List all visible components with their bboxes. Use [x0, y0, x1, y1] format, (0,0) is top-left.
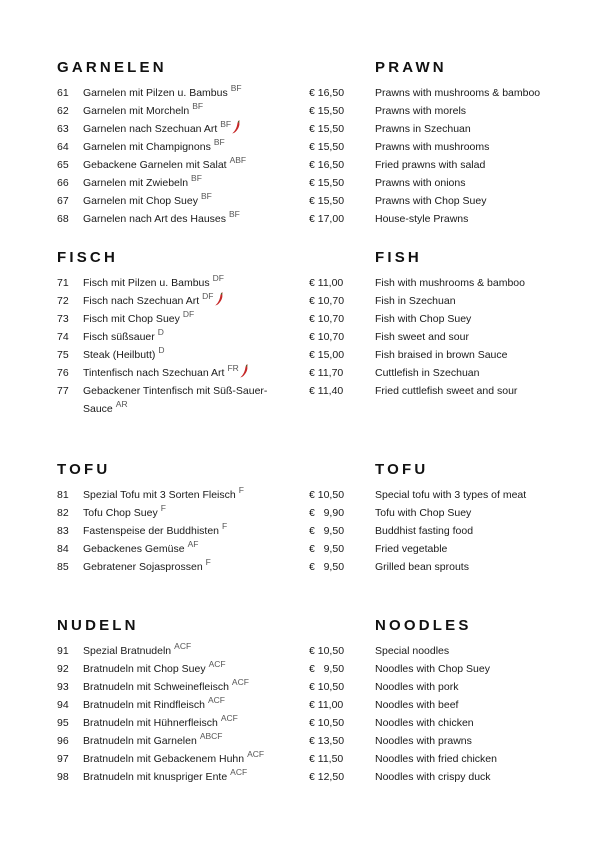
item-number: 74 — [57, 331, 69, 343]
item-name-en: Noodles with crispy duck — [375, 771, 491, 783]
menu-item — [0, 328, 595, 346]
section-title-de: TOFU — [57, 461, 111, 478]
item-name-de — [83, 102, 288, 120]
item-name-en: Fried cuttlefish sweet and sour — [375, 385, 518, 397]
allergen-codes: AF — [187, 539, 199, 549]
menu-item — [0, 174, 595, 192]
menu-item — [0, 486, 595, 504]
allergen-codes: D — [157, 327, 164, 337]
item-name-de — [83, 714, 288, 732]
item-name-en: Grilled bean sprouts — [375, 561, 469, 573]
section-title-en: FISH — [375, 249, 422, 266]
item-name-de-text: Garnelen mit Zwiebeln — [83, 177, 189, 189]
item-price: € 10,70 — [309, 313, 345, 325]
item-name-de-text: Bratnudeln mit knuspriger Ente — [83, 771, 228, 783]
item-number: 68 — [57, 213, 69, 225]
item-number: 94 — [57, 699, 69, 711]
item-name-en: Buddhist fasting food — [375, 525, 474, 537]
item-number: 98 — [57, 771, 69, 783]
menu-item — [0, 522, 595, 540]
item-price: € 11,50 — [309, 753, 344, 765]
item-number: 96 — [57, 735, 69, 747]
item-name-en: Prawns with mushrooms — [375, 141, 490, 153]
item-number: 92 — [57, 663, 69, 675]
item-name-de — [83, 732, 288, 750]
item-name-de-text: Tofu Chop Suey — [83, 507, 158, 519]
item-price: € 15,50 — [309, 195, 345, 207]
item-name-de-text: Garnelen nach Art des Hauses — [83, 213, 227, 225]
item-name-de — [83, 346, 288, 364]
section-title-de: FISCH — [57, 249, 118, 266]
item-price: € 15,50 — [309, 177, 345, 189]
item-price: € 15,00 — [309, 349, 345, 361]
item-name-en: Prawns with morels — [375, 105, 467, 117]
item-name-de — [83, 558, 288, 576]
allergen-codes: DF — [202, 291, 214, 301]
item-number: 66 — [57, 177, 69, 189]
item-price: € 11,00 — [309, 277, 344, 289]
allergen-codes: BF — [191, 173, 202, 183]
allergen-codes: ABCF — [199, 731, 223, 741]
item-number: 67 — [57, 195, 69, 207]
menu-item — [0, 102, 595, 120]
item-price: € 9,90 — [309, 507, 345, 519]
item-price: € 10,70 — [309, 295, 345, 307]
item-name-de-text: Bratnudeln mit Garnelen — [83, 735, 197, 747]
item-name-de — [83, 522, 288, 540]
item-name-de-text: Steak (Heilbutt) — [83, 349, 156, 361]
item-name-de — [83, 678, 288, 696]
item-number: 62 — [57, 105, 69, 117]
section-title-en: NOODLES — [375, 617, 472, 634]
item-name-de — [83, 210, 288, 228]
allergen-codes: AR — [115, 399, 128, 409]
item-price: € 10,50 — [309, 681, 345, 693]
item-name-en: Fish sweet and sour — [375, 331, 469, 343]
item-number: 64 — [57, 141, 69, 153]
item-name-de-text: Gebackenes Gemüse — [83, 543, 185, 555]
item-name-de — [83, 120, 288, 140]
item-number: 72 — [57, 295, 69, 307]
item-number: 71 — [57, 277, 69, 289]
menu-item — [0, 678, 595, 696]
item-name-en: Noodles with prawns — [375, 735, 472, 747]
item-name-de — [83, 192, 288, 210]
item-name-de-text: Bratnudeln mit Rindfleisch — [83, 699, 205, 711]
item-name-de-text: Bratnudeln mit Schweinefleisch — [83, 681, 229, 693]
menu-item — [0, 642, 595, 660]
item-name-en: Prawns with Chop Suey — [375, 195, 487, 207]
menu-item — [0, 310, 595, 328]
item-number: 93 — [57, 681, 69, 693]
item-name-de-text: Bratnudeln mit Chop Suey — [83, 663, 206, 675]
item-name-de-text: Gebackener Tintenfisch mit Süß-Sauer-Sauce — [83, 385, 268, 415]
menu-item — [0, 382, 595, 418]
item-name-de — [83, 364, 288, 384]
item-price: € 15,50 — [309, 141, 345, 153]
allergen-codes: BF — [213, 137, 225, 147]
item-price: € 16,50 — [309, 159, 345, 171]
chili-pepper-icon — [215, 292, 224, 312]
menu-item — [0, 84, 595, 102]
item-name-de — [83, 84, 288, 102]
item-name-de — [83, 310, 288, 328]
menu-item — [0, 120, 595, 138]
menu-item — [0, 750, 595, 768]
item-number: 85 — [57, 561, 69, 573]
item-price: € 11,00 — [309, 699, 344, 711]
item-number: 76 — [57, 367, 69, 379]
allergen-codes: ABF — [229, 155, 247, 165]
allergen-codes: F — [160, 503, 166, 513]
item-name-de-text: Gebackene Garnelen mit Salat — [83, 159, 227, 171]
allergen-codes: ACF — [231, 677, 249, 687]
item-number: 97 — [57, 753, 69, 765]
item-name-en: Prawns with onions — [375, 177, 466, 189]
chili-pepper-icon — [240, 364, 249, 384]
menu-item — [0, 192, 595, 210]
item-price: € 9,50 — [309, 663, 345, 675]
menu-item — [0, 210, 595, 228]
item-price: € 9,50 — [309, 525, 345, 537]
item-name-de-text: Garnelen mit Chop Suey — [83, 195, 198, 207]
item-name-en: Cuttlefish in Szechuan — [375, 367, 480, 379]
item-name-en: Fish with Chop Suey — [375, 313, 472, 325]
item-price: € 13,50 — [309, 735, 345, 747]
item-name-en: Fish with mushrooms & bamboo — [375, 277, 525, 289]
allergen-codes: ACF — [220, 713, 238, 723]
allergen-codes: ACF — [230, 767, 248, 777]
menu-item — [0, 292, 595, 310]
item-name-de — [83, 768, 288, 786]
item-number: 61 — [57, 87, 69, 99]
menu-item — [0, 696, 595, 714]
allergen-codes: F — [222, 521, 228, 531]
item-name-de — [83, 750, 288, 768]
item-name-en: Noodles with pork — [375, 681, 459, 693]
item-name-en: Fish braised in brown Sauce — [375, 349, 508, 361]
allergen-codes: ACF — [207, 695, 225, 705]
menu-item — [0, 540, 595, 558]
item-name-de — [83, 138, 288, 156]
menu-item — [0, 274, 595, 292]
menu-item — [0, 714, 595, 732]
section-title-de: GARNELEN — [57, 59, 167, 76]
allergen-codes: F — [238, 485, 244, 495]
item-price: € 10,50 — [309, 645, 345, 657]
allergen-codes: BF — [200, 191, 212, 201]
item-number: 77 — [57, 385, 69, 397]
item-price: € 9,50 — [309, 543, 345, 555]
item-name-en: Special tofu with 3 types of meat — [375, 489, 527, 501]
item-number: 82 — [57, 507, 69, 519]
item-price: € 10,50 — [309, 717, 345, 729]
item-name-de-text: Spezial Tofu mit 3 Sorten Fleisch — [83, 489, 236, 501]
menu-item — [0, 558, 595, 576]
item-number: 63 — [57, 123, 69, 135]
allergen-codes: BF — [229, 209, 240, 219]
item-price: € 12,50 — [309, 771, 345, 783]
item-name-en: Noodles with chicken — [375, 717, 474, 729]
item-price: € 9,50 — [309, 561, 345, 573]
section-title-de: NUDELN — [57, 617, 139, 634]
item-number: 83 — [57, 525, 69, 537]
item-name-en: Noodles with beef — [375, 699, 459, 711]
allergen-codes: ACF — [247, 749, 265, 759]
item-name-en: House-style Prawns — [375, 213, 469, 225]
menu-item — [0, 660, 595, 678]
allergen-codes: D — [158, 345, 165, 355]
item-name-de — [83, 486, 288, 504]
item-name-en: Fish in Szechuan — [375, 295, 456, 307]
item-name-de-text: Bratnudeln mit Gebackenem Huhn — [83, 753, 245, 765]
allergen-codes: ACF — [208, 659, 226, 669]
item-name-de — [83, 174, 288, 192]
item-number: 65 — [57, 159, 69, 171]
item-number: 91 — [57, 645, 69, 657]
menu-list — [0, 486, 595, 576]
item-name-de — [83, 156, 288, 174]
menu-item — [0, 138, 595, 156]
item-name-de-text: Garnelen nach Szechuan Art — [83, 123, 218, 135]
item-name-de-text: Fisch nach Szechuan Art — [83, 295, 200, 307]
allergen-codes: DF — [182, 309, 195, 319]
item-name-en: Noodles with Chop Suey — [375, 663, 490, 675]
menu-item — [0, 346, 595, 364]
item-price: € 15,50 — [309, 105, 345, 117]
item-price: € 15,50 — [309, 123, 345, 135]
item-name-de — [83, 382, 288, 418]
menu-item — [0, 768, 595, 786]
item-name-de — [83, 642, 288, 660]
menu-list — [0, 84, 595, 228]
item-price: € 11,40 — [309, 385, 344, 397]
item-number: 95 — [57, 717, 69, 729]
chili-pepper-icon — [232, 120, 241, 140]
item-name-en: Noodles with fried chicken — [375, 753, 497, 765]
menu-item — [0, 732, 595, 750]
item-name-en: Fried vegetable — [375, 543, 448, 555]
allergen-codes: ACF — [174, 641, 192, 651]
allergen-codes: FR — [227, 363, 239, 373]
item-number: 84 — [57, 543, 69, 555]
item-name-en: Prawns in Szechuan — [375, 123, 471, 135]
item-name-en: Prawns with mushrooms & bamboo — [375, 87, 541, 99]
menu-item — [0, 156, 595, 174]
menu-list — [0, 642, 595, 786]
item-name-de-text: Gebratener Sojasprossen — [83, 561, 203, 573]
item-name-de — [83, 696, 288, 714]
item-price: € 17,00 — [309, 213, 345, 225]
item-name-de-text: Spezial Bratnudeln — [83, 645, 172, 657]
item-name-en: Special noodles — [375, 645, 450, 657]
allergen-codes: F — [205, 557, 211, 567]
menu-item — [0, 364, 595, 382]
item-number: 73 — [57, 313, 69, 325]
section-title-en: TOFU — [375, 461, 429, 478]
item-name-de-text: Bratnudeln mit Hühnerfleisch — [83, 717, 218, 729]
item-price: € 10,70 — [309, 331, 345, 343]
item-name-de — [83, 540, 288, 558]
item-name-de-text: Garnelen mit Morcheln — [83, 105, 190, 117]
item-name-de — [83, 274, 288, 292]
item-name-de — [83, 328, 288, 346]
item-name-de-text: Tintenfisch nach Szechuan Art — [83, 367, 225, 379]
item-name-de-text: Fastenspeise der Buddhisten — [83, 525, 220, 537]
allergen-codes: BF — [192, 101, 204, 111]
item-price: € 10,50 — [309, 489, 345, 501]
item-price: € 16,50 — [309, 87, 345, 99]
item-number: 75 — [57, 349, 69, 361]
menu-item — [0, 504, 595, 522]
item-number: 81 — [57, 489, 69, 501]
item-name-de-text: Garnelen mit Champignons — [83, 141, 211, 153]
item-name-de-text: Fisch mit Pilzen u. Bambus — [83, 277, 210, 289]
menu-list — [0, 274, 595, 418]
item-name-de — [83, 504, 288, 522]
allergen-codes: BF — [220, 119, 232, 129]
item-price: € 11,70 — [309, 367, 344, 379]
item-name-de-text: Garnelen mit Pilzen u. Bambus — [83, 87, 228, 99]
allergen-codes: DF — [212, 273, 224, 283]
item-name-de-text: Fisch süßsauer — [83, 331, 155, 343]
item-name-en: Fried prawns with salad — [375, 159, 486, 171]
item-name-de — [83, 660, 288, 678]
item-name-de-text: Fisch mit Chop Suey — [83, 313, 180, 325]
item-name-en: Tofu with Chop Suey — [375, 507, 472, 519]
allergen-codes: BF — [230, 83, 242, 93]
section-title-en: PRAWN — [375, 59, 447, 76]
